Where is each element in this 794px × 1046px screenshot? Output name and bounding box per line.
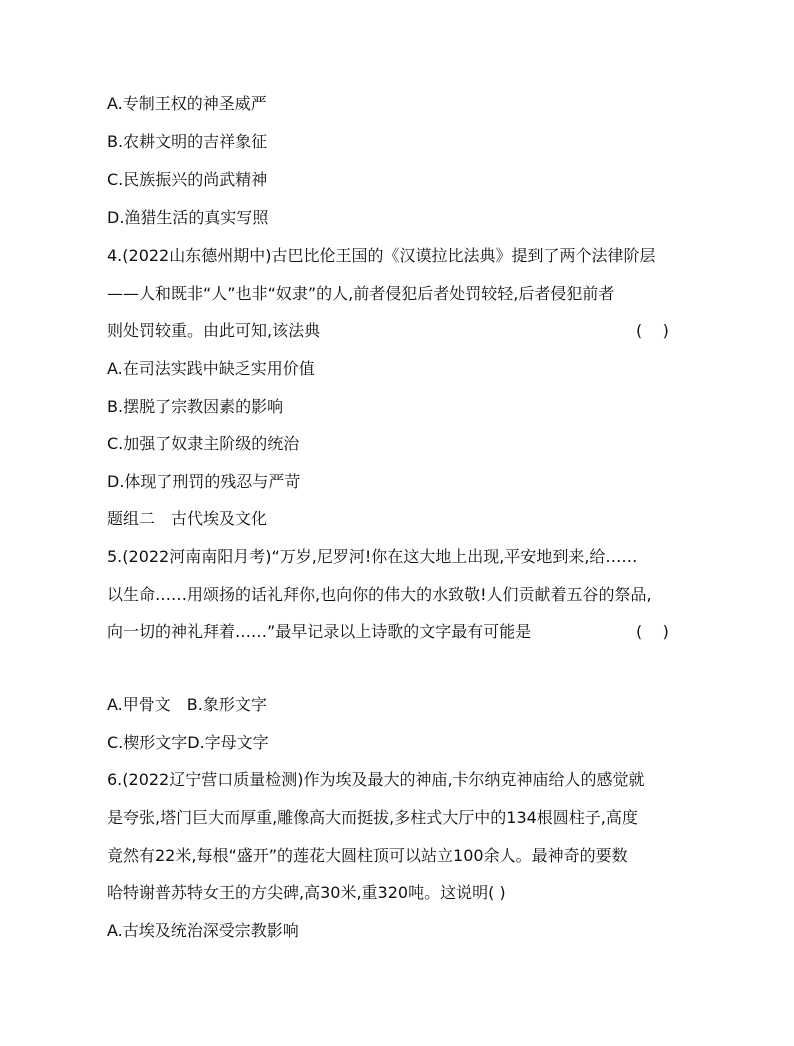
q4-option-b: B.摆脱了宗教因素的影响 [107,397,284,416]
q3-option-b: B.农耕文明的吉祥象征 [107,132,268,151]
q3-option-d: D.渔猎生活的真实写照 [107,208,269,227]
q4-stem-line-1: 4.(2022山东德州期中)古巴比伦王国的《汉谟拉比法典》提到了两个法律阶层 [107,246,656,265]
q5-stem-line-2: 以生命……用颂扬的话礼拜你,也向你的伟大的水致敬!人们贡献着五谷的祭品, [107,585,652,604]
q6-stem-line-2: 是夸张,塔门巨大而厚重,雕像高大而挺拔,多柱式大厅中的134根圆柱子,高度 [107,808,638,827]
q4-answer-blank: ( ) [636,321,669,340]
q6-stem-line-3: 竟然有22米,每根“盛开”的莲花大圆柱顶可以站立100余人。最神奇的要数 [107,846,628,865]
q3-option-a: A.专制王权的神圣威严 [107,94,267,113]
q3-option-c: C.民族振兴的尚武精神 [107,170,268,189]
q5-options-row-2: C.楔形文字D.字母文字 [107,733,269,752]
q4-stem-line-2: ——人和既非“人”也非“奴隶”的人,前者侵犯后者处罚较轻,后者侵犯前者 [107,284,615,303]
q4-option-a: A.在司法实践中缺乏实用价值 [107,359,315,378]
q6-stem-line-4: 哈特谢普苏特女王的方尖碑,高30米,重320吨。这说明( ) [107,883,506,902]
q6-option-a: A.古埃及统治深受宗教影响 [107,921,299,940]
q5-stem-line-3: 向一切的神礼拜着……”最早记录以上诗歌的文字最有可能是 [107,622,532,641]
section-title: 题组二 古代埃及文化 [107,509,268,528]
q5-stem-line-1: 5.(2022河南南阳月考)“万岁,尼罗河!你在这大地上出现,平安地到来,给…… [107,547,638,566]
q4-option-c: C.加强了奴隶主阶级的统治 [107,434,300,453]
q4-stem-line-3: 则处罚较重。由此可知,该法典 [107,321,321,340]
q5-answer-blank: ( ) [636,622,669,641]
q6-stem-line-1: 6.(2022辽宁营口质量检测)作为埃及最大的神庙,卡尔纳克神庙给人的感觉就 [107,770,645,789]
q4-option-d: D.体现了刑罚的残忍与严苛 [107,472,301,491]
q5-options-row-1: A.甲骨文 B.象形文字 [107,695,267,714]
